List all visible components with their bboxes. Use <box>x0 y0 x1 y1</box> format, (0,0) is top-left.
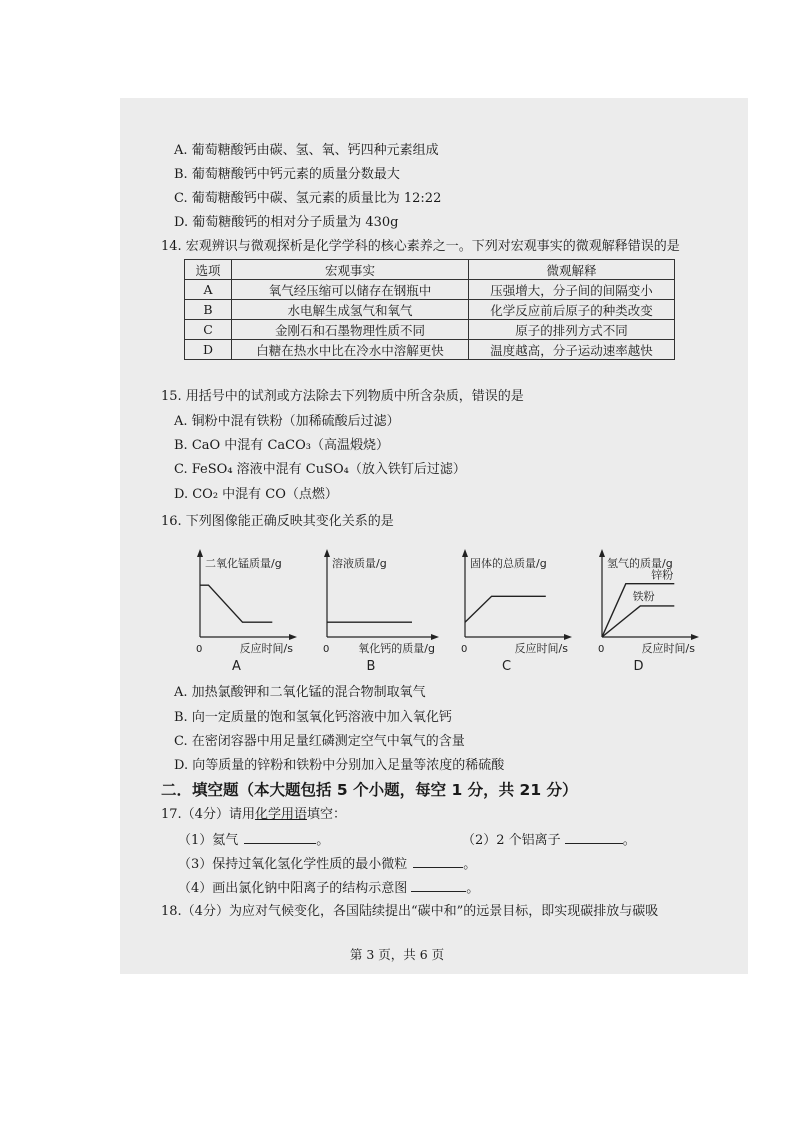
x-axis-arrow <box>564 634 572 640</box>
table-cell: 氧气经压缩可以储存在钢瓶中 <box>232 280 469 300</box>
q16-chart-c <box>443 543 578 679</box>
table-cell: 原子的排列方式不同 <box>469 320 675 340</box>
q17-item-label: （3）保持过氧化氢化学性质的最小微粒 <box>178 857 408 872</box>
answer-blank[interactable] <box>244 830 316 844</box>
table-header-row <box>185 260 675 280</box>
table-cell: A <box>185 280 232 300</box>
answer-blank[interactable] <box>565 830 623 844</box>
chart-letter: C <box>501 659 512 674</box>
q16-chart-d <box>580 543 705 679</box>
answer-blank[interactable] <box>413 854 463 868</box>
q17-item-label: （2）2 个铝离子 <box>462 833 561 848</box>
series-line <box>465 596 546 622</box>
q13-option-c: C. 葡萄糖酸钙中碳、氢元素的质量比为 12:22 <box>174 191 442 206</box>
chart-letter: B <box>366 659 376 674</box>
origin-label: 0 <box>598 644 605 655</box>
page-footer: 第 3 页，共 6 页 <box>349 947 445 962</box>
q16-chart-b <box>305 543 445 679</box>
q15-option-b: B. CaO 中混有 CaCO₃（高温煅烧） <box>174 438 389 453</box>
table-header: 宏观事实 <box>232 260 469 280</box>
answer-blank[interactable] <box>411 878 466 892</box>
series-line <box>200 585 272 622</box>
q16-option-b: B. 向一定质量的饱和氢氧化钙溶液中加入氧化钙 <box>174 710 452 725</box>
q17-item-4: （4）画出氯化钠中阳离子的结构示意图 。 <box>178 878 479 897</box>
table-cell: 白糖在热水中比在冷水中溶解更快 <box>232 340 469 360</box>
table-row <box>185 320 675 340</box>
table-cell: C <box>185 320 232 340</box>
table-cell: 温度越高，分子运动速率越快 <box>469 340 675 360</box>
origin-label: 0 <box>461 644 468 655</box>
y-axis-label: 溶液质量/g <box>332 557 387 570</box>
chart-a-svg <box>178 543 303 675</box>
table-cell: 金刚石和石墨物理性质不同 <box>232 320 469 340</box>
section-2-title: 二．填空题（本大题包括 5 个小题，每空 1 分，共 21 分） <box>161 781 578 799</box>
y-axis-arrow <box>324 549 330 557</box>
table-row <box>185 280 675 300</box>
x-axis-label: 反应时间/s <box>239 642 293 655</box>
q13-option-a: A. 葡萄糖酸钙由碳、氢、氧、钙四种元素组成 <box>174 143 439 158</box>
q15-option-c: C. FeSO₄ 溶液中混有 CuSO₄（放入铁钉后过滤） <box>174 462 466 477</box>
q17-item-label: （4）画出氯化钠中阳离子的结构示意图 <box>178 881 408 896</box>
q14-table <box>184 259 675 360</box>
q17-item-3: （3）保持过氧化氢化学性质的最小微粒 。 <box>178 854 476 873</box>
x-axis-label: 氧化钙的质量/g <box>358 642 435 655</box>
q16-option-d: D. 向等质量的锌粉和铁粉中分别加入足量等浓度的稀硫酸 <box>174 758 505 773</box>
chart-letter: A <box>232 659 241 674</box>
chart-b-svg <box>305 543 445 675</box>
chart-d-svg <box>580 543 705 675</box>
table-cell: 化学反应前后原子的种类改变 <box>469 300 675 320</box>
x-axis-arrow <box>691 634 699 640</box>
series-label: 锌粉 <box>651 568 674 582</box>
x-axis-label: 反应时间/s <box>641 642 695 655</box>
table-row <box>185 300 675 320</box>
table-cell: 水电解生成氢气和氧气 <box>232 300 469 320</box>
series-label: 铁粉 <box>632 589 655 603</box>
x-axis-arrow <box>431 634 439 640</box>
chart-letter: D <box>633 659 644 674</box>
q17-item-label: （1）氦气 <box>178 833 239 848</box>
table-cell: D <box>185 340 232 360</box>
x-axis-arrow <box>289 634 297 640</box>
q15-option-d: D. CO₂ 中混有 CO（点燃） <box>174 487 338 502</box>
origin-label: 0 <box>196 644 203 655</box>
chart-c-svg <box>443 543 578 675</box>
q16-option-c: C. 在密闭容器中用足量红磷测定空气中氧气的含量 <box>174 734 465 749</box>
table-header: 微观解释 <box>469 260 675 280</box>
q13-option-b: B. 葡萄糖酸钙中钙元素的质量分数最大 <box>174 167 400 182</box>
q17-stem <box>161 806 346 823</box>
origin-label: 0 <box>323 644 330 655</box>
q16-option-a: A. 加热氯酸钾和二氧化锰的混合物制取氧气 <box>174 685 426 700</box>
q14-stem: 14. 宏观辨识与微观探析是化学学科的核心素养之一。下列对宏观事实的微观解释错误的是 <box>161 239 680 254</box>
q15-option-a: A. 铜粉中混有铁粉（加稀硫酸后过滤） <box>174 414 400 429</box>
x-axis-label: 反应时间/s <box>514 642 568 655</box>
q13-option-d: D. 葡萄糖酸钙的相对分子质量为 430g <box>174 215 399 230</box>
q18-stem: 18.（4分）为应对气候变化，各国陆续提出“碳中和”的远景目标，即实现碳排放与碳吸 <box>161 904 659 919</box>
q17-stem-prefix: 17.（4分）请用 <box>161 807 255 822</box>
table-cell: 压强增大，分子间的间隔变小 <box>469 280 675 300</box>
q17-stem-underline: 化学用语 <box>254 807 307 822</box>
q17-stem-suffix: 填空： <box>306 807 346 822</box>
table-row <box>185 340 675 360</box>
y-axis-label: 氢气的质量/g <box>607 557 673 570</box>
table-header: 选项 <box>185 260 232 280</box>
y-axis-arrow <box>462 549 468 557</box>
y-axis-arrow <box>599 549 605 557</box>
q17-item-2: （2）2 个铝离子 。 <box>462 830 636 849</box>
q15-stem: 15. 用括号中的试剂或方法除去下列物质中所含杂质，错误的是 <box>161 389 524 404</box>
series-line <box>602 606 674 637</box>
q16-chart-a <box>178 543 303 679</box>
table-cell: B <box>185 300 232 320</box>
y-axis-arrow <box>197 549 203 557</box>
q17-item-1: （1）氦气 。 <box>178 830 329 849</box>
y-axis-label: 固体的总质量/g <box>470 557 547 570</box>
q16-stem: 16. 下列图像能正确反映其变化关系的是 <box>161 514 394 529</box>
y-axis-label: 二氧化锰质量/g <box>205 557 282 570</box>
